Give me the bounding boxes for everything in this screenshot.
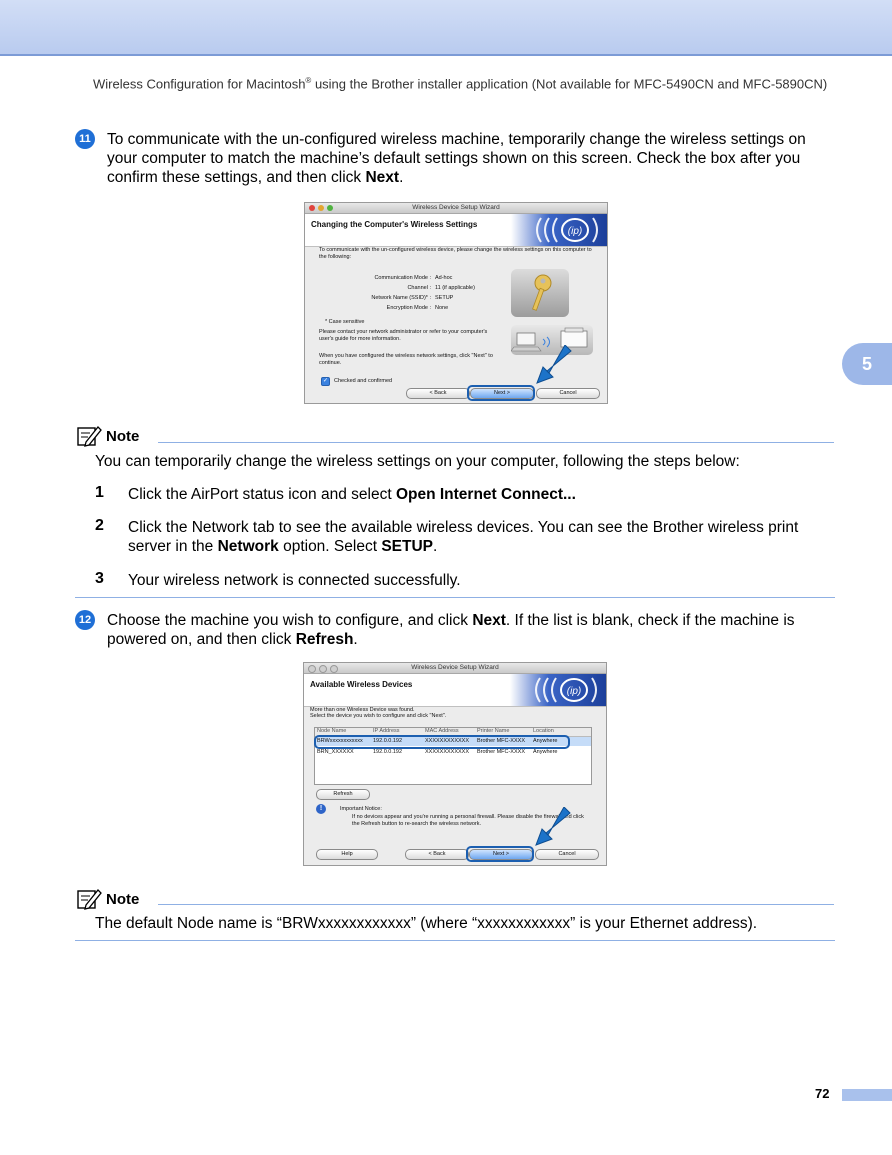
step-12-badge: 12 — [75, 610, 95, 630]
note-1-rule — [158, 442, 834, 443]
wizard-screenshot-2 — [303, 662, 607, 866]
wireless-logo — [511, 214, 607, 246]
note-2-heading: Note — [76, 888, 139, 910]
note-2-rule — [158, 904, 834, 905]
table-row[interactable]: BRN_XXXXXX 192.0.0.192 XXXXXXXXXXXX Brother MFC-XXXX Anywhere — [317, 749, 558, 755]
step-12-text: Choose the machine you wish to configure, and click Next. If the list is blank, check if the machine is powered on, and then click Refresh. — [107, 612, 795, 648]
page-number: 72 — [815, 1086, 830, 1101]
window-title: Wireless Device Setup Wizard — [412, 204, 500, 211]
window-title: Wireless Device Setup Wizard — [411, 664, 499, 671]
next-button[interactable]: Next > — [469, 849, 533, 860]
running-header: Wireless Configuration for Macintosh® using the Brother installer application (Not available for MFC-5490CN and MFC-5890CN) — [93, 76, 828, 92]
note-1-item-3-text: Your wireless network is connected successfully. — [128, 572, 461, 589]
pointer-arrow-icon — [533, 345, 577, 389]
devices-intro-1: More than one Wireless Device was found. — [310, 707, 415, 713]
note-2-bottom-rule — [75, 940, 835, 941]
help-button[interactable]: Help — [316, 849, 378, 860]
note-1-item-2-number: 2 — [95, 517, 104, 534]
cancel-button[interactable]: Cancel — [536, 388, 600, 399]
note-1-heading: Note — [76, 425, 139, 447]
when-done-text: When you have configured the wireless network settings, click "Next" to continue. — [319, 353, 493, 366]
refresh-button[interactable]: Refresh — [316, 789, 370, 800]
wizard-intro: To communicate with the un-configured wireless device, please change the wireless settings on this computer to the following: — [319, 247, 592, 260]
step-11-badge: 11 — [75, 129, 95, 149]
wizard-header — [305, 214, 607, 247]
step-11-text: To communicate with the un-configured wireless machine, temporarily change the wireless settings on your computer to match the machine’s default settings shown on this screen. Check the box after you confirm these settings, and then click Next. — [107, 131, 806, 186]
window-titlebar — [304, 663, 606, 674]
note-pencil-icon — [76, 425, 102, 447]
chapter-tab — [842, 343, 892, 385]
device-table-header: Node Name IP Address MAC Address Printer Name Location — [315, 728, 591, 737]
wireless-logo — [510, 674, 606, 706]
devices-intro-2: Select the device you wish to configure and click "Next". — [310, 713, 447, 719]
wizard-header — [304, 674, 606, 707]
confirm-checkbox-row[interactable] — [321, 377, 392, 386]
chapter-number: 5 — [861, 353, 872, 374]
checkbox-checked-icon[interactable]: ✓ — [322, 378, 329, 384]
note-1-item-1-number: 1 — [95, 484, 104, 501]
contact-text: Please contact your network administrator or refer to your computer's user's guide for more information. — [319, 329, 488, 342]
pointer-arrow-icon — [532, 807, 576, 851]
key-icon — [511, 269, 569, 317]
case-sensitive-note: * Case sensitive — [325, 319, 365, 325]
settings-list: Communication Mode : Ad-hoc Channel : 11 (if applicable) Network Name (SSID)* : SETUP Encryption Mode : None — [371, 275, 475, 311]
back-button[interactable]: < Back — [405, 849, 469, 860]
note-1-item-3-number: 3 — [95, 570, 104, 587]
warning-icon: ! — [316, 804, 326, 814]
note-1-item-1-text: Click the AirPort status icon and select Open Internet Connect... — [128, 486, 576, 503]
note-1-bottom-rule — [75, 597, 835, 598]
notice-title: Important Notice: — [340, 806, 382, 812]
note-1-item-2-text: Click the Network tab to see the available wireless devices. You can see the Brother wireless print server in the Network option. Select SETUP. — [128, 519, 799, 555]
note-2-text: The default Node name is “BRWxxxxxxxxxxxx” (where “xxxxxxxxxxxx” is your Ethernet address). — [95, 915, 758, 932]
window-traffic-lights — [308, 665, 338, 673]
wizard-heading: Available Wireless Devices — [310, 680, 413, 689]
checkbox-label: Checked and confirmed — [334, 378, 393, 384]
window-titlebar — [305, 203, 607, 214]
table-row[interactable]: BRWxxxxxxxxxxxx 192.0.0.192 XXXXXXXXXXXX Brother MFC-XXXX Anywhere — [315, 737, 591, 746]
footer-bar — [842, 1089, 892, 1101]
notice-text: If no devices appear and you're running a personal firewall. Please disable the firewall and click the Refresh button to re-search the wireless network. — [352, 814, 584, 827]
next-highlight-ring — [467, 385, 535, 401]
cancel-button[interactable]: Cancel — [535, 849, 599, 860]
top-band — [0, 0, 892, 56]
note-pencil-icon — [76, 888, 102, 910]
next-button[interactable]: Next > — [470, 388, 534, 399]
back-button[interactable]: < Back — [406, 388, 470, 399]
next-highlight-ring — [466, 846, 534, 862]
wizard-screenshot-1 — [304, 202, 608, 404]
svg-text:(ip): (ip) — [567, 226, 583, 237]
note-1-intro: You can temporarily change the wireless settings on your computer, following the steps below: — [95, 453, 740, 470]
selected-row-highlight-ring — [314, 735, 570, 749]
window-traffic-lights — [309, 205, 333, 211]
wizard-heading: Changing the Computer's Wireless Settings — [311, 220, 478, 229]
svg-text:(ip): (ip) — [566, 686, 582, 697]
